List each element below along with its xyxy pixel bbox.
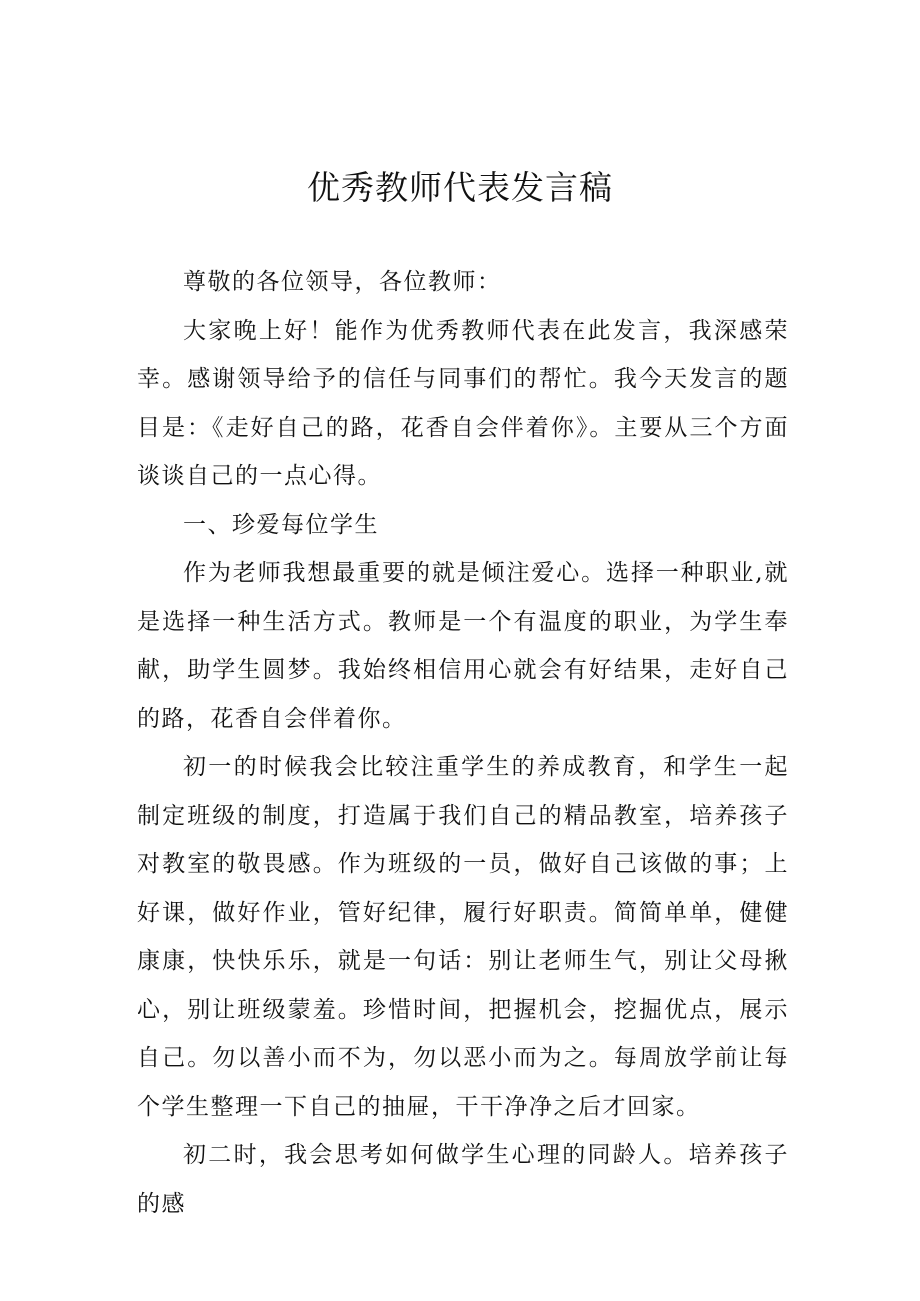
document-title: 优秀教师代表发言稿: [307, 168, 613, 207]
body-paragraph: 作为老师我想最重要的就是倾注爱心。选择一种职业,就是选择一种生活方式。教师是一个有温度的职业，为学生奉献，助学生圆梦。我始终相信用心就会有好结果，走好自己的路，花香自会伴着你。: [137, 560, 789, 732]
body-paragraph: 初一的时候我会比较注重学生的养成教育，和学生一起制定班级的制度，打造属于我们自己的精品教室，培养孩子对教室的敬畏感。作为班级的一员，做好自己该做的事；上好课，做好作业，管好纪律，履行好职责。简简单单，健健康康，快快乐乐，就是一句话：别让老师生气，别让父母揪心，别让班级蒙羞。珍惜时间，把握机会，挖掘优点，展示自己。勿以善小而不为，勿以恶小而为之。每周放学前让每个学生整理一下自己的抽屉，干干净净之后才回家。: [137, 754, 789, 1120]
document-body: [137, 258, 789, 1228]
section-heading-1: 一、珍爱每位学生: [183, 511, 379, 538]
body-paragraph: 初二时，我会思考如何做学生心理的同龄人。培养孩子的感: [137, 1142, 789, 1217]
salutation-paragraph: 尊敬的各位领导，各位教师：: [183, 269, 502, 295]
opening-paragraph: 大家晚上好！能作为优秀教师代表在此发言，我深感荣幸。感谢领导给予的信任与同事们的帮忙。我今天发言的题目是：《走好自己的路，花香自会伴着你》。主要从三个方面谈谈自己的一点心得。: [137, 317, 789, 489]
